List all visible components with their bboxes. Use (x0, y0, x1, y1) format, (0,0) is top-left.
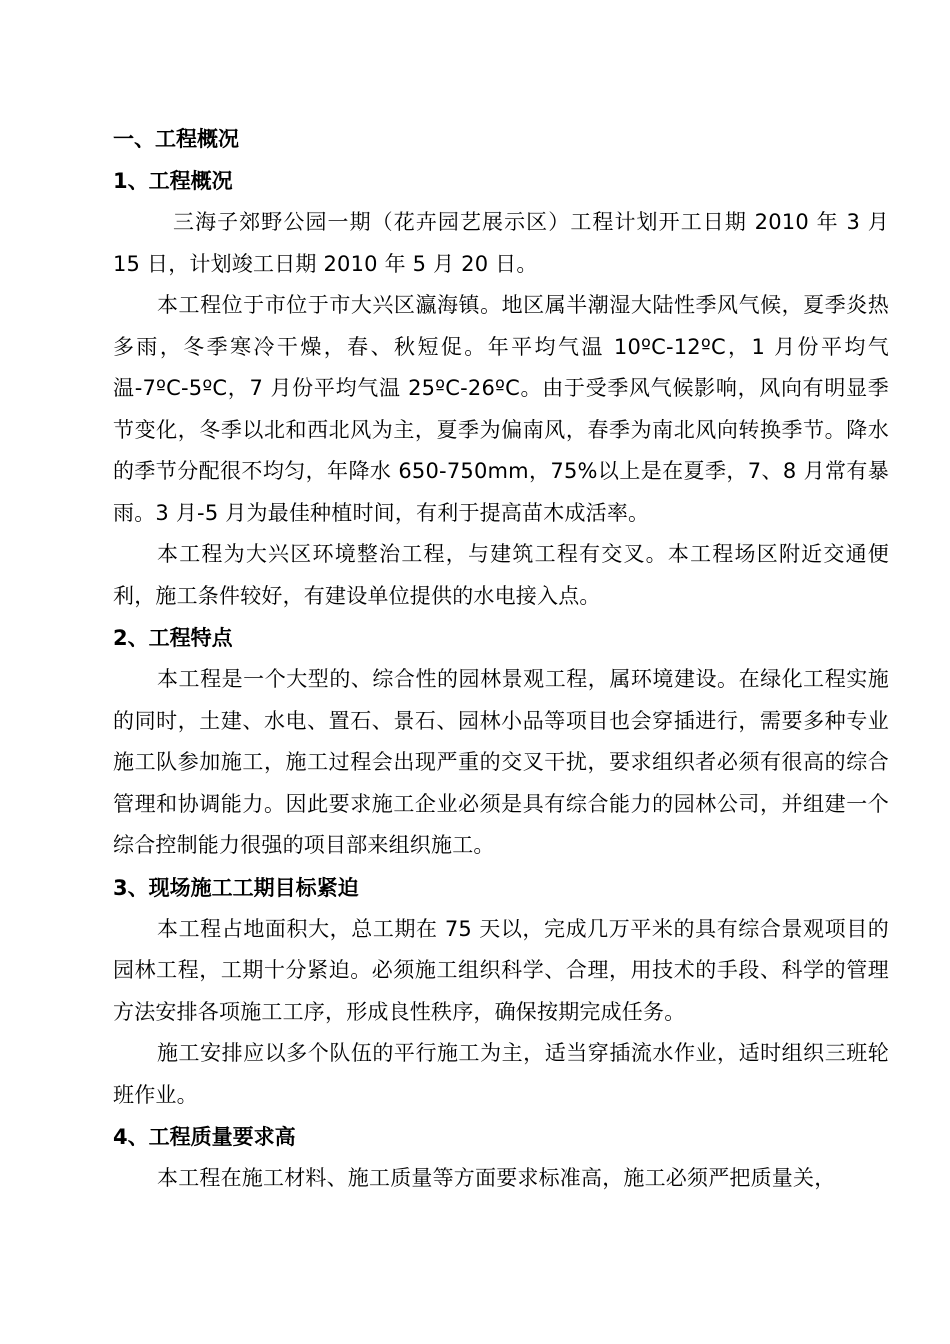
paragraph-1-2: 本工程位于市位于市大兴区瀛海镇。地区属半潮湿大陆性季风气候，夏季炎热多雨，冬季寒冷干燥，春、秋短促。年平均气温 10ºC-12ºC，1 月份平均气温-7ºC-5ºC，7 月份平均气温 25ºC-26ºC。由于受季风气候影响，风向有明显季节变化，冬季以北和西北风为主，夏季为偏南风，春季为南北风向转换季节。降水的季节分配很不均匀，年降水 650-750mm，75%以上是在夏季，7、8 月常有暴雨。3 月-5 月为最佳种植时间，有利于提高苗木成活率。 (113, 293, 889, 525)
section-heading-1: 1、工程概况 (113, 169, 233, 193)
section-heading-2: 2、工程特点 (113, 626, 233, 650)
paragraph-3-1: 本工程占地面积大，总工期在 75 天以，完成几万平米的具有综合景观项目的园林工程，工期十分紧迫。必须施工组织科学、合理，用技术的手段、科学的管理方法安排各项施工工序，形成良性秩序，确保按期完成任务。 (113, 916, 889, 1024)
document-title: 一、工程概况 (113, 127, 239, 151)
paragraph-3-2: 施工安排应以多个队伍的平行施工为主，适当穿插流水作业，适时组织三班轮班作业。 (113, 1041, 889, 1107)
section-heading-3: 3、现场施工工期目标紧迫 (113, 875, 359, 900)
paragraph-1-1: 三海子郊野公园一期（花卉园艺展示区）工程计划开工日期 2010 年 3 月 15 日，计划竣工日期 2010 年 5 月 20 日。 (113, 210, 889, 276)
paragraph-4-1: 本工程在施工材料、施工质量等方面要求标准高，施工必须严把质量关， (157, 1166, 836, 1190)
document-page (113, 118, 889, 1200)
paragraph-2-1: 本工程是一个大型的、综合性的园林景观工程，属环境建设。在绿化工程实施的同时，土建、水电、置石、景石、园林小品等项目也会穿插进行，需要多种专业施工队参加施工，施工过程会出现严重的交叉干扰，要求组织者必须有很高的综合管理和协调能力。因此要求施工企业必须是具有综合能力的园林公司，并组建一个综合控制能力很强的项目部来组织施工。 (113, 667, 889, 857)
paragraph-1-3: 本工程为大兴区环境整治工程，与建筑工程有交叉。本工程场区附近交通便利，施工条件较好，有建设单位提供的水电接入点。 (113, 542, 889, 608)
section-heading-4: 4、工程质量要求高 (113, 1125, 296, 1149)
